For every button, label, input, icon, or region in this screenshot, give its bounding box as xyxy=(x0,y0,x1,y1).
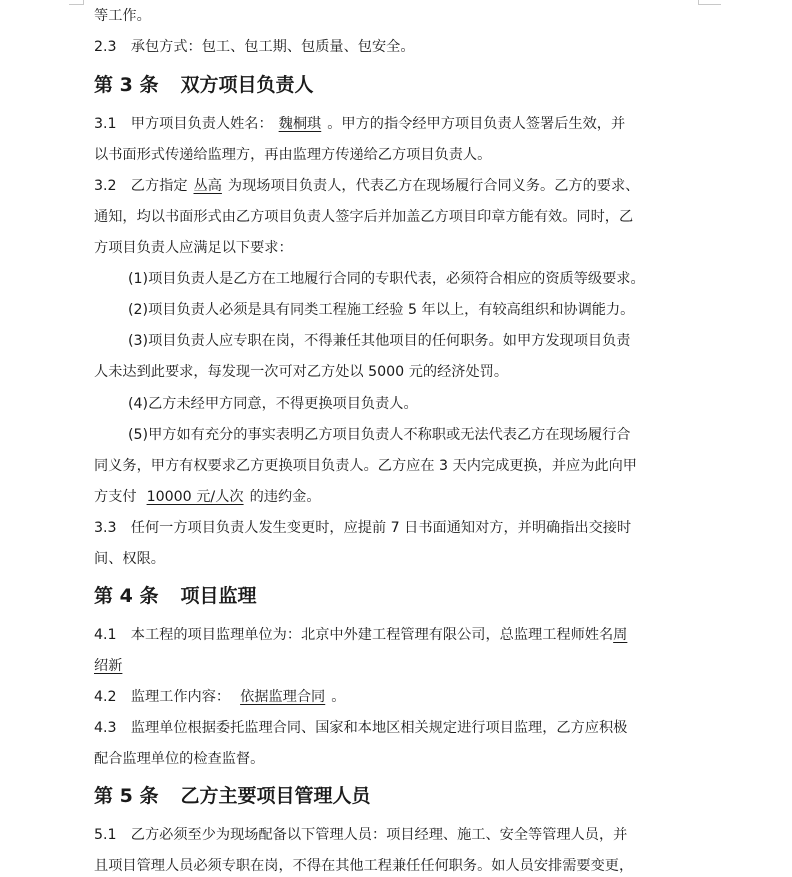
text-line: 人未达到此要求，每发现一次可对乙方处以 5000 元的经济处罚。 xyxy=(94,364,509,380)
text-line: 且项目管理人员必须专职在岗，不得在其他工程兼任任何职务。如人员安排需要变更， xyxy=(94,858,634,874)
clause-text: 。甲方的指令经甲方项目负责人签署后生效，并 xyxy=(327,116,626,132)
article-title: 项目监理 xyxy=(180,585,257,607)
text-line: 以书面形式传递给监理方，再由监理方传递给乙方项目负责人。 xyxy=(94,147,492,163)
penalty-amount: 10000 元/人次 xyxy=(146,489,244,505)
text-line: 同义务，甲方有权要求乙方更换项目负责人。乙方应在 3 天内完成更换，并应为此向甲 xyxy=(94,458,637,474)
article-5-heading xyxy=(94,784,704,808)
party-b-manager-name: 丛高 xyxy=(193,178,222,194)
chief-supervisor-name: 周 xyxy=(613,627,628,643)
text-line xyxy=(94,656,704,676)
clause-3-1 xyxy=(94,114,704,134)
supervision-content: 依据监理合同 xyxy=(240,689,326,705)
clause-text: 方支付 xyxy=(94,489,137,505)
clause-text: 3.2 乙方指定 xyxy=(94,178,188,194)
text-line: 等工作。 xyxy=(94,8,151,24)
text-line: 方项目负责人应满足以下要求： xyxy=(94,240,293,256)
requirement-4: (4)乙方未经甲方同意，不得更换项目负责人。 xyxy=(128,396,418,412)
clause-text: 的违约金。 xyxy=(249,489,321,505)
requirement-3: (3)项目负责人应专职在岗，不得兼任其他项目的任何职务。如甲方发现项目负责 xyxy=(128,333,631,349)
article-4-heading xyxy=(94,584,704,608)
article-3-heading xyxy=(94,73,704,97)
clause-3-3: 3.3 任何一方项目负责人发生变更时，应提前 7 日书面通知对方，并明确指出交接时 xyxy=(94,520,632,536)
article-number: 第 5 条 xyxy=(94,785,159,807)
clause-text: 为现场项目负责人，代表乙方在现场履行合同义务。乙方的要求、 xyxy=(227,178,640,194)
crop-mark-left xyxy=(69,0,84,5)
clause-4-1 xyxy=(94,625,704,645)
clause-3-2 xyxy=(94,176,704,196)
text-line: 通知，均以书面形式由乙方项目负责人签字后并加盖乙方项目印章方能有效。同时，乙 xyxy=(94,209,634,225)
text-line: 间、权限。 xyxy=(94,551,165,567)
article-number: 第 3 条 xyxy=(94,74,159,96)
crop-mark-right xyxy=(698,0,721,5)
article-title: 双方项目负责人 xyxy=(180,74,314,96)
chief-supervisor-name: 绍新 xyxy=(94,658,123,674)
requirement-5: (5)甲方如有充分的事实表明乙方项目负责人不称职或无法代表乙方在现场履行合 xyxy=(128,427,631,443)
clause-4-2 xyxy=(94,687,704,707)
clause-5-1: 5.1 乙方必须至少为现场配备以下管理人员：项目经理、施工、安全等管理人员，并 xyxy=(94,827,628,843)
requirement-1: (1)项目负责人是乙方在工地履行合同的专职代表，必须符合相应的资质等级要求。 xyxy=(128,271,645,287)
article-title: 乙方主要项目管理人员 xyxy=(180,785,371,807)
clause-text: 4.1 本工程的项目监理单位为：北京中外建工程管理有限公司，总监理工程师姓名 xyxy=(94,627,614,643)
clause-text: 。 xyxy=(331,689,346,705)
clause-text: 4.2 监理工作内容： xyxy=(94,689,231,705)
requirement-2: (2)项目负责人必须是具有同类工程施工经验 5 年以上，有较高组织和协调能力。 xyxy=(128,302,635,318)
clause-2-3: 2.3 承包方式：包工、包工期、包质量、包安全。 xyxy=(94,39,415,55)
clause-text: 3.1 甲方项目负责人姓名： xyxy=(94,116,273,132)
party-a-manager-name: 魏桐琪 xyxy=(278,116,322,132)
article-number: 第 4 条 xyxy=(94,585,159,607)
clause-4-3: 4.3 监理单位根据委托监理合同、国家和本地区相关规定进行项目监理，乙方应积极 xyxy=(94,720,628,736)
text-line: 配合监理单位的检查监督。 xyxy=(94,751,265,767)
text-line xyxy=(94,487,704,507)
